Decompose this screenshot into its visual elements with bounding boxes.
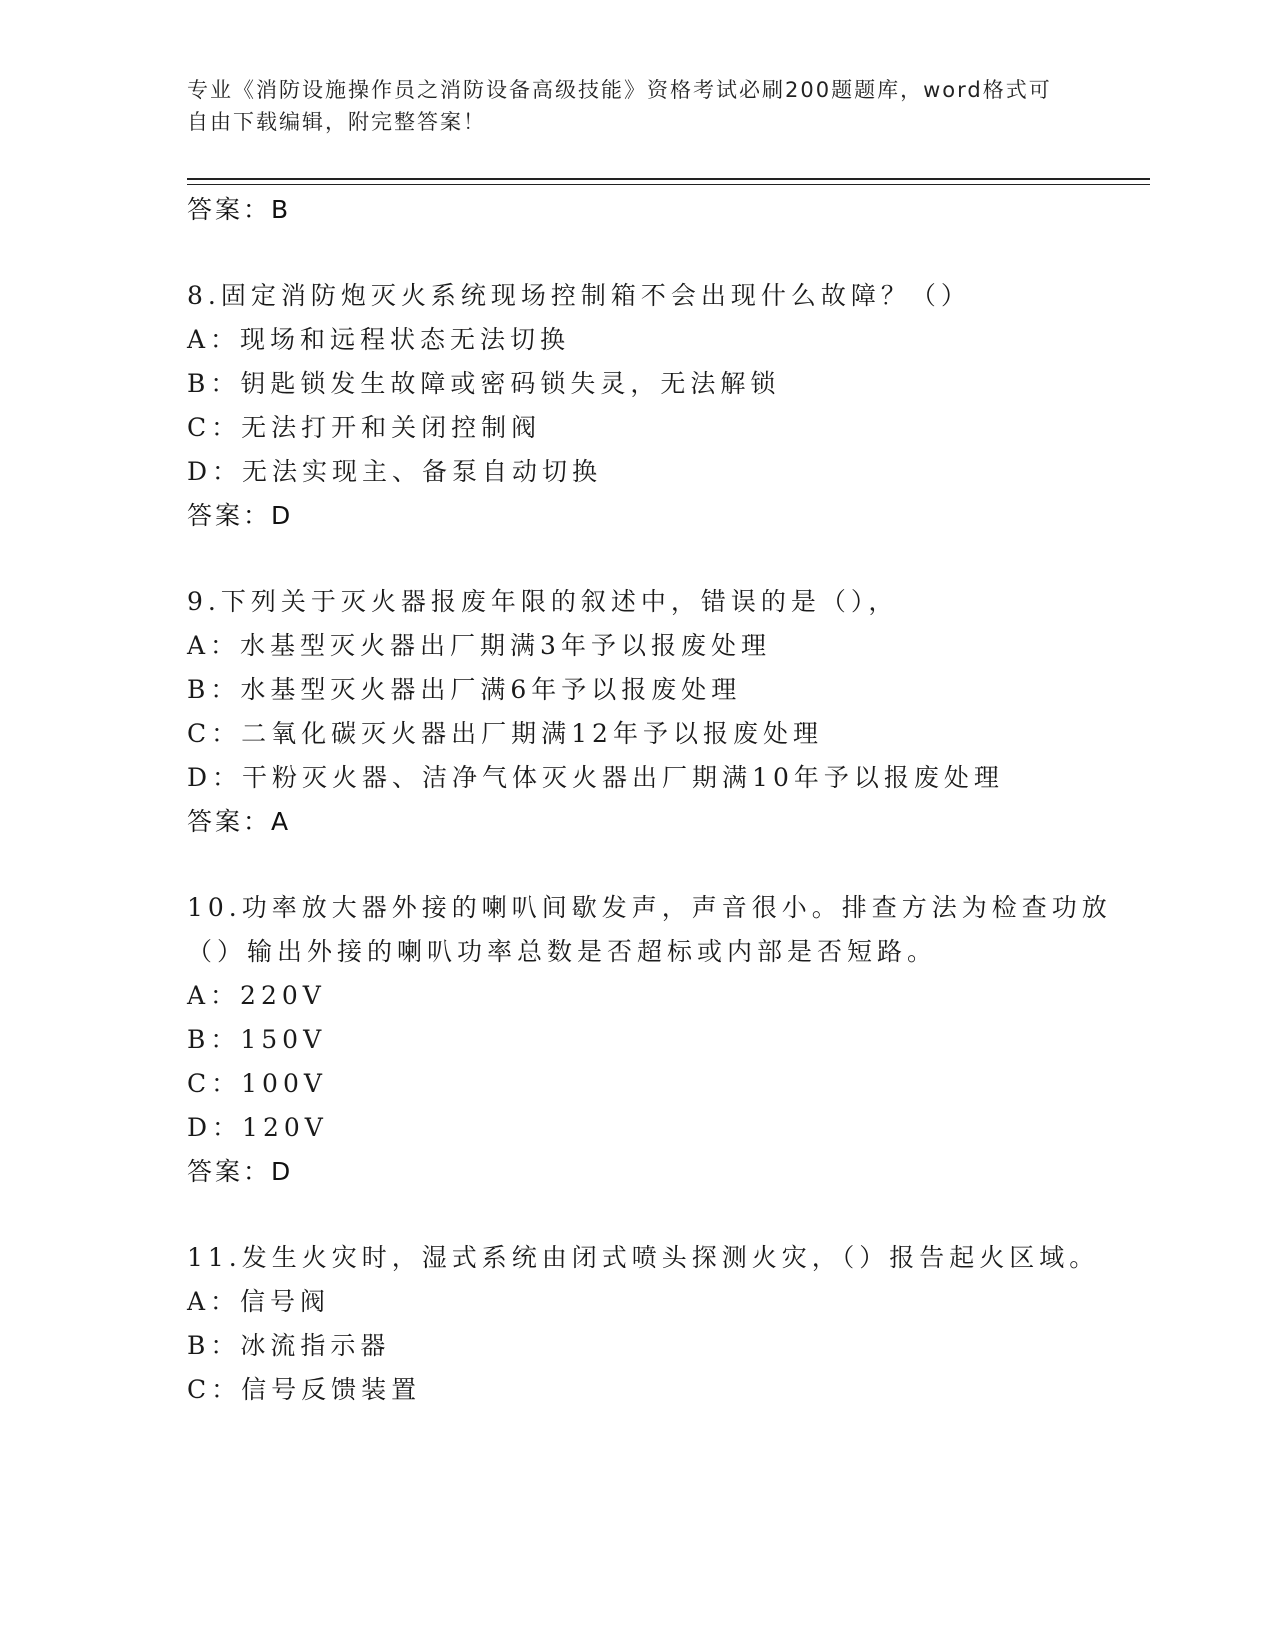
question-11-option-a: A：信号阀 [187,1287,331,1316]
question-10-option-a: A：220V [187,981,326,1010]
question-10-stem-line-1: 10.功率放大器外接的喇叭间歇发声，声音很小。排查方法为检查功放 [187,893,1112,922]
question-11-stem: 11.发生火灾时，湿式系统由闭式喷头探测火灾，（）报告起火区域。 [187,1243,1100,1272]
question-8-option-d: D：无法实现主、备泵自动切换 [187,457,603,486]
question-9-option-c: C：二氧化碳灭火器出厂期满12年予以报废处理 [187,719,823,748]
question-8-option-b: B：钥匙锁发生故障或密码锁失灵，无法解锁 [187,369,781,398]
question-9-option-b: B：水基型灭火器出厂满6年予以报废处理 [187,675,742,704]
question-10-option-d: D：120V [187,1113,328,1142]
previous-answer: 答案：B [187,195,292,224]
question-10-option-b: B：150V [187,1025,327,1054]
header-divider-thin [187,184,1150,185]
header-divider-thick [187,178,1150,180]
question-8-answer: 答案：D [187,501,294,530]
question-9-answer: 答案：A [187,807,292,836]
document-header: 专业《消防设施操作员之消防设备高级技能》资格考试必刷200题题库，word格式可自由下载编辑，附完整答案！ [187,78,1052,134]
question-8-option-a: A：现场和远程状态无法切换 [187,325,571,354]
question-10-answer: 答案：D [187,1157,294,1186]
question-10-stem-line-2: （）输出外接的喇叭功率总数是否超标或内部是否短路。 [187,937,938,966]
question-9-option-d: D：干粉灭火器、洁净气体灭火器出厂期满10年予以报废处理 [187,763,1004,792]
question-9-option-a: A：水基型灭火器出厂期满3年予以报废处理 [187,631,771,660]
question-10-option-c: C：100V [187,1069,327,1098]
question-8-stem: 8.固定消防炮灭火系统现场控制箱不会出现什么故障？（） [187,281,971,310]
question-8-option-c: C：无法打开和关闭控制阀 [187,413,542,442]
question-11-option-c: C：信号反馈装置 [187,1375,422,1404]
question-11-option-b: B：冰流指示器 [187,1331,391,1360]
question-9-stem: 9.下列关于灭火器报废年限的叙述中，错误的是（）， [187,587,899,616]
